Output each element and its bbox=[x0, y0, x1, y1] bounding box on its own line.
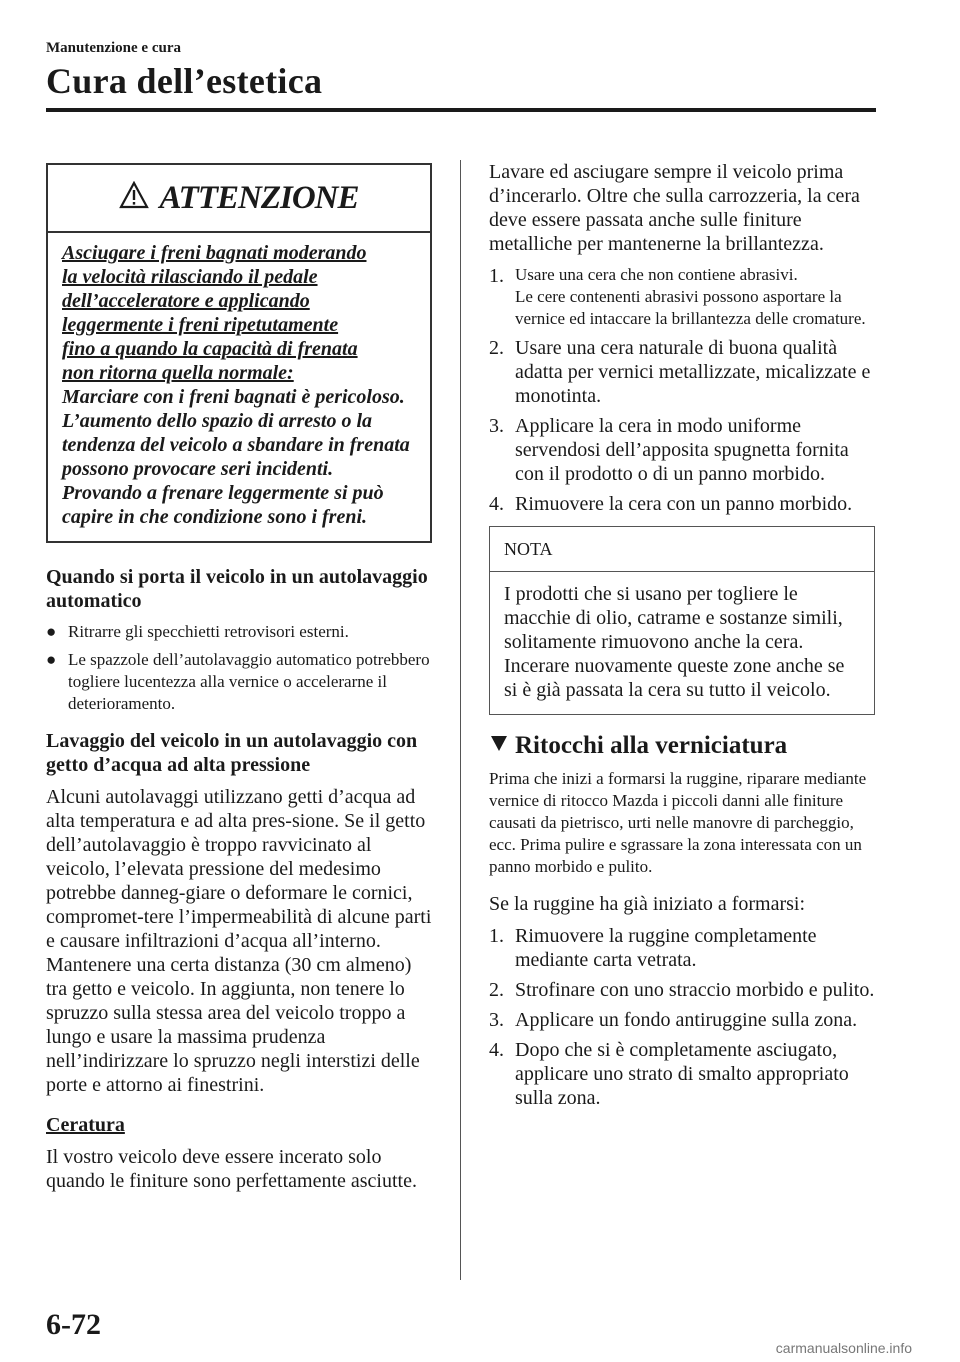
step-text: Usare una cera naturale di buona qualità adatta per vernici metallizzate, micalizzate e monotinta. bbox=[515, 337, 871, 407]
triangle-down-icon bbox=[489, 733, 509, 758]
step-text: Applicare la cera in modo uniforme servendosi dell’apposita spugnetta fornita con il prodotto o di un panno morbido. bbox=[515, 415, 849, 485]
step-detail: Le cere contenenti abrasivi possono asportare la vernice ed intaccare la brillantezza delle cromature. bbox=[515, 287, 866, 328]
step-text: Usare una cera che non contiene abrasivi. bbox=[515, 265, 798, 284]
ceratura-intro: Il vostro veicolo deve essere incerato solo quando le finiture sono perfettamente asciutte. bbox=[46, 1146, 417, 1192]
warning-triangle-icon bbox=[119, 181, 149, 215]
warning-underlined-line: la velocità rilasciando il pedale bbox=[62, 266, 318, 288]
ritocchi-heading bbox=[489, 733, 875, 758]
ritocchi-lead: Se la ruggine ha già iniziato a formarsi: bbox=[489, 893, 806, 915]
warning-title: ATTENZIONE bbox=[159, 180, 359, 216]
step-number: 1. bbox=[489, 265, 504, 287]
ceratura-heading: Ceratura bbox=[46, 1114, 125, 1136]
step-number: 4. bbox=[489, 1039, 504, 1061]
list-item bbox=[489, 264, 875, 330]
page-title: Cura dell’estetica bbox=[46, 61, 323, 101]
warning-text: Marciare con i freni bagnati è pericoloso. L’aumento dello spazio di arresto o la tendenza del veicolo a sbandare in frenata possono provocare seri incidenti. Provando a frenare leggermente si può capire in che condizione sono i freni. bbox=[62, 386, 410, 528]
bullet-icon: ● bbox=[46, 622, 57, 641]
step-number: 2. bbox=[489, 979, 504, 1001]
note-text: I prodotti che si usano per togliere le macchie di olio, catrame e sostanze simili, solitamente rimuovono anche la cera. Incerare nuovamente queste zone anche se si è già passata la cera su tutto il veicolo. bbox=[504, 583, 845, 701]
list-item bbox=[489, 492, 875, 516]
right-column bbox=[489, 160, 875, 1116]
warning-underlined-line: fino a quando la capacità di frenata bbox=[62, 338, 358, 360]
list-item bbox=[46, 621, 432, 643]
left-column bbox=[46, 163, 432, 1201]
step-number: 3. bbox=[489, 415, 504, 437]
list-item bbox=[489, 924, 875, 972]
footer-watermark[interactable]: carmanualsonline.info bbox=[775, 1340, 912, 1356]
note-title: NOTA bbox=[490, 527, 874, 572]
list-item bbox=[46, 649, 432, 715]
column-divider bbox=[460, 160, 461, 1280]
step-number: 2. bbox=[489, 337, 504, 359]
warning-underlined-line: leggermente i freni ripetutamente bbox=[62, 314, 339, 336]
high-pressure-heading: Lavaggio del veicolo in un autolavaggio con getto d’acqua ad alta pressione bbox=[46, 730, 418, 776]
step-number: 3. bbox=[489, 1009, 504, 1031]
list-item bbox=[489, 414, 875, 486]
page-number: 6-72 bbox=[46, 1308, 101, 1341]
list-item bbox=[489, 978, 875, 1002]
warning-body bbox=[48, 233, 430, 541]
ceratura-continuation: Lavare ed asciugare sempre il veicolo prima d’incerarlo. Oltre che sulla carrozzeria, la cera deve essere passata anche sulle finiture metalliche per mantenerne la brillantezza. bbox=[489, 161, 860, 255]
warning-underlined-line: Asciugare i freni bagnati moderando bbox=[62, 242, 367, 264]
list-item bbox=[489, 1008, 875, 1032]
bullet-icon: ● bbox=[46, 650, 57, 669]
step-number: 1. bbox=[489, 925, 504, 947]
ritocchi-intro: Prima che inizi a formarsi la ruggine, riparare mediante vernice di ritocco Mazda i piccoli danni alle finiture causati da pietrisco, urti nelle manovre di parcheggio, ecc. Prima pulire e sgrassare la zona interessata con un panno morbido e pulito. bbox=[489, 769, 867, 876]
ritocchi-heading-text: Ritocchi alla verniciatura bbox=[515, 731, 788, 759]
bullet-text: Ritrarre gli specchietti retrovisori esterni. bbox=[68, 622, 349, 641]
step-text: Rimuovere la cera con un panno morbido. bbox=[515, 493, 853, 515]
step-text: Applicare un fondo antiruggine sulla zona. bbox=[515, 1009, 858, 1031]
note-box bbox=[489, 526, 875, 715]
warning-title-bar bbox=[48, 165, 430, 233]
step-text: Rimuovere la ruggine completamente mediante carta vetrata. bbox=[515, 925, 817, 971]
warning-underlined-line: dell’acceleratore e applicando bbox=[62, 290, 310, 312]
header-rule bbox=[46, 108, 876, 112]
automatic-wash-heading: Quando si porta il veicolo in un autolavaggio automatico bbox=[46, 566, 428, 612]
bullet-text: Le spazzole dell’autolavaggio automatico potrebbero togliere lucentezza alla vernice o accelerarne il deterioramento. bbox=[68, 650, 430, 713]
step-text: Dopo che si è completamente asciugato, applicare uno strato di smalto appropriato sulla zona. bbox=[515, 1039, 849, 1109]
section-label: Manutenzione e cura bbox=[46, 40, 181, 56]
list-item bbox=[489, 1038, 875, 1110]
warning-box bbox=[46, 163, 432, 543]
high-pressure-text: Alcuni autolavaggi utilizzano getti d’acqua ad alta temperatura e ad alta pres-sione. Se il getto dell’autolavaggio è troppo ravvicinato al veicolo, l’elevata pressione del medesimo potrebbe danneg-giare o deformare le cornici, compromet-tere l’impermeabilità di alcune parti e causare infiltrazioni d’acqua all’interno. Mantenere una certa distanza (30 cm almeno) tra getto e veicolo. In aggiunta, non tenere lo spruzzo sulla stessa area del veicolo troppo a lungo e usare la massima prudenza nell’indirizzare lo spruzzo negli interstizi delle porte e attorno ai finestrini. bbox=[46, 786, 432, 1096]
warning-underlined-line: non ritorna quella normale: bbox=[62, 362, 294, 384]
list-item bbox=[489, 336, 875, 408]
step-number: 4. bbox=[489, 493, 504, 515]
step-text: Strofinare con uno straccio morbido e pulito. bbox=[515, 979, 875, 1001]
